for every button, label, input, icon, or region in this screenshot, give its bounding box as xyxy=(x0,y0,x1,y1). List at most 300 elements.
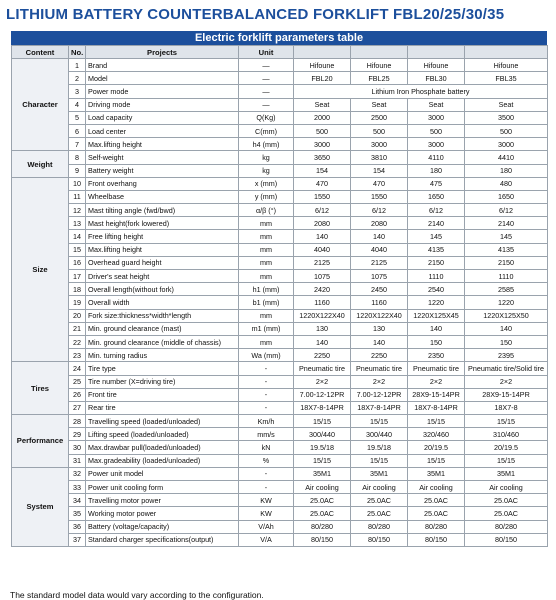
row-value-4: 80/280 xyxy=(465,520,548,533)
row-unit: V/A xyxy=(239,533,294,546)
row-unit: kg xyxy=(239,164,294,177)
row-value-2: 2500 xyxy=(351,111,408,124)
row-value-1: 2250 xyxy=(294,349,351,362)
table-row xyxy=(12,85,548,98)
table-row xyxy=(12,151,548,164)
row-value-4: 180 xyxy=(465,164,548,177)
header-model-col-3 xyxy=(408,46,465,59)
row-number: 25 xyxy=(69,375,86,388)
row-value-3: 150 xyxy=(408,335,465,348)
row-value-4: 1110 xyxy=(465,270,548,283)
header-model-col-2 xyxy=(351,46,408,59)
row-value-4: 140 xyxy=(465,322,548,335)
row-unit: y (mm) xyxy=(239,190,294,203)
row-number: 30 xyxy=(69,441,86,454)
row-value-1: 35M1 xyxy=(294,467,351,480)
row-value-2: 2×2 xyxy=(351,375,408,388)
row-project: Load capacity xyxy=(86,111,239,124)
table-row xyxy=(12,507,548,520)
row-project: Min. ground clearance (mast) xyxy=(86,322,239,335)
row-value-2: 130 xyxy=(351,322,408,335)
row-number: 31 xyxy=(69,454,86,467)
row-project: Front overhang xyxy=(86,177,239,190)
row-unit: V/Ah xyxy=(239,520,294,533)
table-row xyxy=(12,124,548,137)
header-content: Content xyxy=(12,46,69,59)
row-value-4: 3000 xyxy=(465,138,548,151)
row-number: 10 xyxy=(69,177,86,190)
row-value-3: 18X7-8-14PR xyxy=(408,401,465,414)
row-value-1: 1550 xyxy=(294,190,351,203)
row-value-3: 145 xyxy=(408,230,465,243)
row-project: Standard charger specifications(output) xyxy=(86,533,239,546)
row-value-3: 475 xyxy=(408,177,465,190)
table-row xyxy=(12,428,548,441)
row-unit: - xyxy=(239,362,294,375)
row-project: Tire type xyxy=(86,362,239,375)
table-row xyxy=(12,375,548,388)
row-number: 23 xyxy=(69,349,86,362)
row-value-4: 2×2 xyxy=(465,375,548,388)
table-row xyxy=(12,111,548,124)
row-value-2: Hifoune xyxy=(351,59,408,72)
row-project: Max.gradeability (loaded/unloaded) xyxy=(86,454,239,467)
group-label: Weight xyxy=(12,151,69,177)
row-value-1: Pneumatic tire xyxy=(294,362,351,375)
row-unit: α/β (°) xyxy=(239,204,294,217)
row-project: Self-weight xyxy=(86,151,239,164)
row-value-2: 1550 xyxy=(351,190,408,203)
row-value-3: 1220X125X45 xyxy=(408,309,465,322)
row-value-1: 15/15 xyxy=(294,454,351,467)
row-unit: x (mm) xyxy=(239,177,294,190)
row-value-3: Hifoune xyxy=(408,59,465,72)
row-value-1: 80/280 xyxy=(294,520,351,533)
row-value-1: 500 xyxy=(294,124,351,137)
row-number: 18 xyxy=(69,283,86,296)
row-project: Working motor power xyxy=(86,507,239,520)
row-value-2: 1160 xyxy=(351,296,408,309)
row-value-2: Pneumatic tire xyxy=(351,362,408,375)
row-project: Overall width xyxy=(86,296,239,309)
row-value-2: 25.0AC xyxy=(351,507,408,520)
row-project: Travelling speed (loaded/unloaded) xyxy=(86,415,239,428)
row-number: 5 xyxy=(69,111,86,124)
row-number: 13 xyxy=(69,217,86,230)
row-unit: mm xyxy=(239,335,294,348)
row-value-1: Hifoune xyxy=(294,59,351,72)
row-unit: Wa (mm) xyxy=(239,349,294,362)
row-number: 12 xyxy=(69,204,86,217)
row-project: Tire number (X=driving tire) xyxy=(86,375,239,388)
group-label: Character xyxy=(12,59,69,151)
row-project: Max.lifting height xyxy=(86,243,239,256)
row-value-1: 1220X122X40 xyxy=(294,309,351,322)
row-value-1: 470 xyxy=(294,177,351,190)
row-value-3: 35M1 xyxy=(408,467,465,480)
table-row xyxy=(12,190,548,203)
row-number: 7 xyxy=(69,138,86,151)
row-project: Wheelbase xyxy=(86,190,239,203)
row-value-span: Lithium Iron Phosphate battery xyxy=(294,85,548,98)
row-project: Driver's seat height xyxy=(86,270,239,283)
row-value-1: 2125 xyxy=(294,256,351,269)
row-project: Driving mode xyxy=(86,98,239,111)
row-value-3: 320/460 xyxy=(408,428,465,441)
table-row xyxy=(12,59,548,72)
row-value-4: 3500 xyxy=(465,111,548,124)
row-value-4: 25.0AC xyxy=(465,494,548,507)
row-value-4: 2585 xyxy=(465,283,548,296)
row-number: 33 xyxy=(69,481,86,494)
row-value-3: 25.0AC xyxy=(408,507,465,520)
row-value-4: 2140 xyxy=(465,217,548,230)
row-number: 27 xyxy=(69,401,86,414)
row-number: 9 xyxy=(69,164,86,177)
row-unit: - xyxy=(239,375,294,388)
row-value-2: 19.5/18 xyxy=(351,441,408,454)
row-value-1: 18X7-8-14PR xyxy=(294,401,351,414)
row-value-4: 35M1 xyxy=(465,467,548,480)
row-unit: KW xyxy=(239,494,294,507)
row-unit: h4 (mm) xyxy=(239,138,294,151)
row-project: Rear tire xyxy=(86,401,239,414)
row-unit: C(mm) xyxy=(239,124,294,137)
row-value-2: 1075 xyxy=(351,270,408,283)
group-label: System xyxy=(12,467,69,546)
row-value-2: 80/150 xyxy=(351,533,408,546)
table-row xyxy=(12,533,548,546)
row-project: Mast tilting angle (fwd/bwd) xyxy=(86,204,239,217)
row-value-3: 6/12 xyxy=(408,204,465,217)
row-value-4: 500 xyxy=(465,124,548,137)
row-value-2: 154 xyxy=(351,164,408,177)
table-row xyxy=(12,72,548,85)
row-unit: - xyxy=(239,388,294,401)
row-value-4: 4135 xyxy=(465,243,548,256)
row-value-3: 4110 xyxy=(408,151,465,164)
row-value-1: 7.00-12-12PR xyxy=(294,388,351,401)
row-unit: mm xyxy=(239,309,294,322)
row-number: 14 xyxy=(69,230,86,243)
row-value-4: 28X9-15-14PR xyxy=(465,388,548,401)
row-unit: - xyxy=(239,401,294,414)
row-number: 15 xyxy=(69,243,86,256)
row-unit: Q(Kg) xyxy=(239,111,294,124)
row-value-1: 2420 xyxy=(294,283,351,296)
row-project: Power unit model xyxy=(86,467,239,480)
row-number: 34 xyxy=(69,494,86,507)
row-value-3: 1650 xyxy=(408,190,465,203)
row-project: Power unit cooling form xyxy=(86,481,239,494)
header-no: No. xyxy=(69,46,86,59)
row-project: Travelling motor power xyxy=(86,494,239,507)
row-project: Mast height(fork lowered) xyxy=(86,217,239,230)
row-unit: Km/h xyxy=(239,415,294,428)
table-row xyxy=(12,98,548,111)
row-value-3: 2540 xyxy=(408,283,465,296)
row-value-2: 2450 xyxy=(351,283,408,296)
table-row xyxy=(12,441,548,454)
row-value-4: Air cooling xyxy=(465,481,548,494)
table-row xyxy=(12,177,548,190)
row-project: Battery weight xyxy=(86,164,239,177)
row-value-2: 15/15 xyxy=(351,454,408,467)
row-number: 4 xyxy=(69,98,86,111)
row-value-2: 300/440 xyxy=(351,428,408,441)
row-unit: b1 (mm) xyxy=(239,296,294,309)
table-row xyxy=(12,520,548,533)
row-value-3: FBL30 xyxy=(408,72,465,85)
row-value-3: Air cooling xyxy=(408,481,465,494)
row-unit: mm xyxy=(239,217,294,230)
row-value-2: 500 xyxy=(351,124,408,137)
row-unit: mm/s xyxy=(239,428,294,441)
row-value-4: 145 xyxy=(465,230,548,243)
row-value-2: 140 xyxy=(351,230,408,243)
row-project: Overall length(without fork) xyxy=(86,283,239,296)
row-value-3: 2150 xyxy=(408,256,465,269)
row-value-4: 2395 xyxy=(465,349,548,362)
row-project: Brand xyxy=(86,59,239,72)
row-value-3: 1110 xyxy=(408,270,465,283)
row-number: 22 xyxy=(69,335,86,348)
row-number: 16 xyxy=(69,256,86,269)
row-project: Min. ground clearance (middle of chassis) xyxy=(86,335,239,348)
row-value-4: 6/12 xyxy=(465,204,548,217)
row-number: 2 xyxy=(69,72,86,85)
row-number: 28 xyxy=(69,415,86,428)
table-title-banner: Electric forklift parameters table xyxy=(11,31,547,45)
row-value-3: 28X9-15-14PR xyxy=(408,388,465,401)
row-value-2: 7.00-12-12PR xyxy=(351,388,408,401)
row-value-2: 2125 xyxy=(351,256,408,269)
page-title: LITHIUM BATTERY COUNTERBALANCED FORKLIFT FBL20/25/30/35 xyxy=(6,6,505,23)
row-number: 21 xyxy=(69,322,86,335)
row-value-1: 300/440 xyxy=(294,428,351,441)
row-unit: - xyxy=(239,481,294,494)
row-project: Min. turning radius xyxy=(86,349,239,362)
row-value-2: 2250 xyxy=(351,349,408,362)
row-value-1: 25.0AC xyxy=(294,494,351,507)
table-row xyxy=(12,415,548,428)
row-value-2: 3000 xyxy=(351,138,408,151)
row-value-3: 500 xyxy=(408,124,465,137)
header-projects: Projects xyxy=(86,46,239,59)
row-value-1: 3650 xyxy=(294,151,351,164)
row-project: Power mode xyxy=(86,85,239,98)
table-row xyxy=(12,362,548,375)
row-value-2: 15/15 xyxy=(351,415,408,428)
row-value-3: 3000 xyxy=(408,111,465,124)
parameters-table xyxy=(11,45,548,547)
row-value-3: 1220 xyxy=(408,296,465,309)
row-unit: kg xyxy=(239,151,294,164)
row-value-3: Seat xyxy=(408,98,465,111)
row-unit: KW xyxy=(239,507,294,520)
row-value-4: Pneumatic tire/Solid tire xyxy=(465,362,548,375)
row-unit: — xyxy=(239,72,294,85)
row-number: 37 xyxy=(69,533,86,546)
row-value-4: 310/460 xyxy=(465,428,548,441)
row-value-4: 18X7-8 xyxy=(465,401,548,414)
row-number: 29 xyxy=(69,428,86,441)
row-unit: - xyxy=(239,467,294,480)
row-value-3: 15/15 xyxy=(408,454,465,467)
row-project: Free lifting height xyxy=(86,230,239,243)
table-row xyxy=(12,335,548,348)
row-unit: h1 (mm) xyxy=(239,283,294,296)
row-value-1: 1075 xyxy=(294,270,351,283)
row-value-1: 80/150 xyxy=(294,533,351,546)
row-value-3: 80/280 xyxy=(408,520,465,533)
row-value-3: 25.0AC xyxy=(408,494,465,507)
row-number: 1 xyxy=(69,59,86,72)
row-unit: m1 (mm) xyxy=(239,322,294,335)
row-value-1: 19.5/18 xyxy=(294,441,351,454)
row-value-3: 15/15 xyxy=(408,415,465,428)
row-value-1: 140 xyxy=(294,335,351,348)
table-row xyxy=(12,164,548,177)
row-number: 24 xyxy=(69,362,86,375)
row-value-4: 2150 xyxy=(465,256,548,269)
table-row xyxy=(12,270,548,283)
table-row xyxy=(12,243,548,256)
table-row xyxy=(12,467,548,480)
row-value-1: 2080 xyxy=(294,217,351,230)
row-value-4: 4410 xyxy=(465,151,548,164)
table-body xyxy=(12,59,548,547)
header-model-col-4 xyxy=(465,46,548,59)
table-row xyxy=(12,217,548,230)
header-model-col-1 xyxy=(294,46,351,59)
row-unit: mm xyxy=(239,270,294,283)
row-value-2: 470 xyxy=(351,177,408,190)
row-unit: — xyxy=(239,59,294,72)
row-value-3: 80/150 xyxy=(408,533,465,546)
row-number: 3 xyxy=(69,85,86,98)
row-value-1: 3000 xyxy=(294,138,351,151)
row-value-2: 25.0AC xyxy=(351,494,408,507)
table-row xyxy=(12,309,548,322)
row-value-4: Hifoune xyxy=(465,59,548,72)
row-value-4: 15/15 xyxy=(465,454,548,467)
row-project: Front tire xyxy=(86,388,239,401)
row-unit: — xyxy=(239,98,294,111)
table-row xyxy=(12,494,548,507)
row-number: 32 xyxy=(69,467,86,480)
row-number: 11 xyxy=(69,190,86,203)
row-project: Overhead guard height xyxy=(86,256,239,269)
row-unit: mm xyxy=(239,256,294,269)
row-value-4: 1650 xyxy=(465,190,548,203)
row-value-1: 2000 xyxy=(294,111,351,124)
row-value-2: 4040 xyxy=(351,243,408,256)
table-row xyxy=(12,401,548,414)
row-value-4: 25.0AC xyxy=(465,507,548,520)
row-value-4: FBL35 xyxy=(465,72,548,85)
header-unit: Unit xyxy=(239,46,294,59)
table-row xyxy=(12,349,548,362)
footnote: The standard model data would vary according to the configuration. xyxy=(10,590,264,600)
row-value-2: FBL25 xyxy=(351,72,408,85)
row-value-3: 3000 xyxy=(408,138,465,151)
row-number: 6 xyxy=(69,124,86,137)
row-value-3: 2350 xyxy=(408,349,465,362)
row-value-1: Air cooling xyxy=(294,481,351,494)
row-value-2: 80/280 xyxy=(351,520,408,533)
row-value-3: 180 xyxy=(408,164,465,177)
row-value-4: 480 xyxy=(465,177,548,190)
row-value-4: 1220X125X50 xyxy=(465,309,548,322)
row-value-2: 18X7-8-14PR xyxy=(351,401,408,414)
table-row xyxy=(12,230,548,243)
row-value-2: Seat xyxy=(351,98,408,111)
row-value-1: 2×2 xyxy=(294,375,351,388)
row-value-1: 154 xyxy=(294,164,351,177)
row-unit: % xyxy=(239,454,294,467)
row-value-4: 1220 xyxy=(465,296,548,309)
row-value-4: 20/19.5 xyxy=(465,441,548,454)
row-number: 20 xyxy=(69,309,86,322)
row-project: Lifting speed (loaded/unloaded) xyxy=(86,428,239,441)
row-value-2: 2080 xyxy=(351,217,408,230)
row-number: 8 xyxy=(69,151,86,164)
row-value-1: FBL20 xyxy=(294,72,351,85)
row-value-4: Seat xyxy=(465,98,548,111)
row-value-1: 25.0AC xyxy=(294,507,351,520)
row-value-4: 80/150 xyxy=(465,533,548,546)
row-project: Model xyxy=(86,72,239,85)
row-unit: mm xyxy=(239,230,294,243)
table-row xyxy=(12,283,548,296)
row-value-1: Seat xyxy=(294,98,351,111)
row-value-3: Pneumatic tire xyxy=(408,362,465,375)
row-value-3: 2×2 xyxy=(408,375,465,388)
row-value-2: 6/12 xyxy=(351,204,408,217)
row-unit: mm xyxy=(239,243,294,256)
row-project: Load center xyxy=(86,124,239,137)
row-value-2: 1220X122X40 xyxy=(351,309,408,322)
group-label: Tires xyxy=(12,362,69,415)
table-row xyxy=(12,388,548,401)
row-value-3: 20/19.5 xyxy=(408,441,465,454)
table-row xyxy=(12,322,548,335)
group-label: Size xyxy=(12,177,69,362)
row-value-2: 140 xyxy=(351,335,408,348)
row-number: 36 xyxy=(69,520,86,533)
row-value-1: 130 xyxy=(294,322,351,335)
row-value-2: 35M1 xyxy=(351,467,408,480)
row-value-2: Air cooling xyxy=(351,481,408,494)
row-value-2: 3810 xyxy=(351,151,408,164)
row-value-1: 4040 xyxy=(294,243,351,256)
group-label: Performance xyxy=(12,415,69,468)
row-number: 19 xyxy=(69,296,86,309)
row-number: 35 xyxy=(69,507,86,520)
table-row xyxy=(12,204,548,217)
row-unit: — xyxy=(239,85,294,98)
row-value-3: 140 xyxy=(408,322,465,335)
row-project: Max.lifting height xyxy=(86,138,239,151)
row-value-1: 140 xyxy=(294,230,351,243)
row-value-1: 6/12 xyxy=(294,204,351,217)
row-value-3: 4135 xyxy=(408,243,465,256)
table-row xyxy=(12,481,548,494)
row-unit: kN xyxy=(239,441,294,454)
row-value-4: 15/15 xyxy=(465,415,548,428)
row-project: Battery (voltage/capacity) xyxy=(86,520,239,533)
